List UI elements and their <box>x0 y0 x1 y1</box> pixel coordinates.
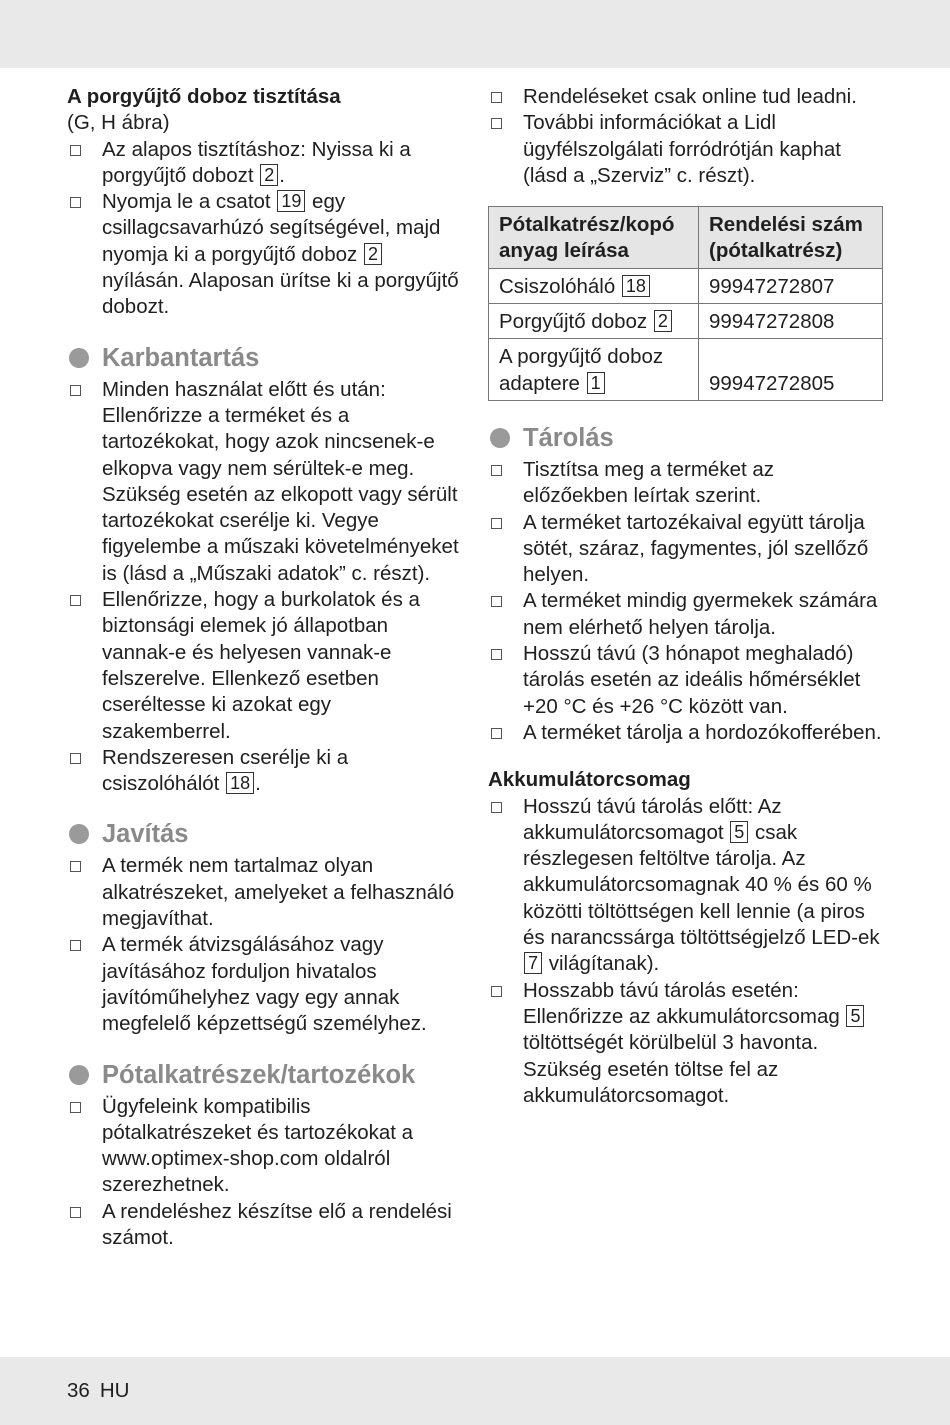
item-text: nyílásán. Alaposan ürítse ki a porgyűjtő dobozt. <box>102 269 459 319</box>
right-column <box>488 84 883 1109</box>
checkbox-icon <box>70 861 81 872</box>
table-header-row <box>489 207 883 269</box>
bullet-dot-icon <box>69 348 89 368</box>
table-row <box>489 304 883 339</box>
part-ref: 2 <box>654 310 672 332</box>
left-column <box>67 84 462 1251</box>
part-ref: 2 <box>260 164 278 186</box>
checkbox-icon <box>70 753 81 764</box>
spare-parts-list-continued <box>488 84 883 189</box>
checkbox-icon <box>491 596 502 607</box>
item-text: Ellenőrizze, hogy a burkolatok és a biztonsági elemek jó állapotban vannak-e és helyesen vannak-e felszerelve. Ellenkező esetben cseréltesse ki azokat egy szakemberrel. <box>102 588 420 743</box>
item-text: A termék átvizsgálásához vagy javításához forduljon hivatalos javítóműhelyhez vagy egy annak megfelelő képzettségű személyhez. <box>102 933 427 1036</box>
checkbox-icon <box>491 728 502 739</box>
list-item <box>67 745 462 798</box>
repair-list <box>67 853 462 1037</box>
part-ref: 18 <box>226 772 254 794</box>
checkbox-icon <box>491 986 502 997</box>
item-text: A termék nem tartalmaz olyan alkatrészeket, amelyeket a felhasználó megjavíthat. <box>102 854 455 931</box>
part-ref: 1 <box>587 372 605 394</box>
dust-box-heading: A porgyűjtő doboz tisztítása <box>67 85 341 108</box>
checkbox-icon <box>491 649 502 660</box>
dust-box-list <box>67 137 462 321</box>
spare-parts-table <box>488 206 883 401</box>
item-text: A rendeléshez készítse elő a rendelési számot. <box>102 1199 452 1249</box>
checkbox-icon <box>70 145 81 156</box>
checkbox-icon <box>491 518 502 529</box>
table-cell-description: Porgyűjtő doboz 2 <box>489 304 699 339</box>
item-text: Hosszabb távú tárolás esetén: Ellenőrizze az akkumulátorcsomag <box>523 978 846 1028</box>
part-ref: 2 <box>364 243 382 265</box>
list-item <box>488 588 883 641</box>
item-text: A terméket tartozékaival együtt tárolja sötét, száraz, fagymentes, jól szellőző helyen. <box>523 510 869 587</box>
item-text: A terméket tárolja a hordozókofferében. <box>523 720 882 744</box>
spare-parts-list <box>67 1094 462 1252</box>
list-item <box>488 510 883 589</box>
list-item <box>67 189 462 320</box>
list-item <box>67 137 462 190</box>
item-text: csak részlegesen feltöltve tárolja. Az akkumulátorcsomagnak 40 % és 60 % közötti töltöttségen kell lennie (a piros és narancssárga töltöttségjelző LED-ek <box>523 820 880 950</box>
table-cell-order-number: 99947272808 <box>699 304 883 339</box>
spare-parts-heading: Pótalkatrészek/tartozékok <box>67 1059 462 1091</box>
item-text: egy csillagcsavarhúzó segítségével, majd nyomja ki a porgyűjtő doboz <box>102 190 441 266</box>
top-bar <box>0 0 950 68</box>
list-item <box>67 1094 462 1199</box>
list-item <box>67 1199 462 1252</box>
list-item <box>488 110 883 189</box>
checkbox-icon <box>491 92 502 103</box>
bullet-dot-icon <box>69 824 89 844</box>
table-row <box>489 339 883 401</box>
item-text: . <box>255 772 261 796</box>
item-text: Minden használat előtt és után: Ellenőrizze a terméket és a tartozékokat, hogy azok nincsenek-e elkopva vagy nem sérültek-e meg. Szükség esetén az elkopott vagy sérült tartozékokat cserélje ki. Vegye figyelembe a műszaki követelményeket is (lásd a „Műszaki adatok” c. részt). <box>102 377 459 585</box>
checkbox-icon <box>491 465 502 476</box>
page-footer <box>67 1378 129 1404</box>
checkbox-icon <box>70 1102 81 1113</box>
page-number: 36 <box>67 1379 90 1402</box>
item-text: Nyomja le a csatot <box>102 190 277 214</box>
item-text: Tisztítsa meg a terméket az előzőekben leírtak szerint. <box>523 457 775 508</box>
bottom-bar <box>0 1357 950 1425</box>
storage-heading: Tárolás <box>488 422 883 454</box>
item-text: Az alapos tisztításhoz: Nyissa ki a porgyűjtő dobozt <box>102 137 411 187</box>
checkbox-icon <box>70 940 81 951</box>
item-text: Rendeléseket csak online tud leadni. <box>523 85 857 108</box>
item-text: világítanak). <box>543 952 660 976</box>
checkbox-icon <box>70 385 81 396</box>
language-code: HU <box>99 1379 130 1402</box>
figure-reference: (G, H ábra) <box>67 111 170 135</box>
list-item <box>488 84 883 110</box>
list-item <box>488 794 883 978</box>
item-text: Ügyfeleink kompatibilis pótalkatrészeket és tartozékokat a www.optimex-shop.com oldalról szerezhetnek. <box>102 1094 414 1197</box>
part-ref: 5 <box>846 1005 864 1027</box>
table-cell-description: A porgyűjtő doboz adaptere 1 <box>489 339 699 401</box>
checkbox-icon <box>491 118 502 129</box>
battery-list <box>488 794 883 1110</box>
maintenance-list <box>67 377 462 798</box>
checkbox-icon <box>70 1207 81 1218</box>
list-item <box>488 720 883 746</box>
bullet-dot-icon <box>69 1065 89 1085</box>
checkbox-icon <box>491 802 502 813</box>
checkbox-icon <box>70 197 81 208</box>
maintenance-heading: Karbantartás <box>67 342 462 374</box>
part-ref: 19 <box>277 190 305 212</box>
part-ref: 18 <box>622 275 650 297</box>
table-cell-order-number: 99947272807 <box>699 268 883 303</box>
item-text: További információkat a Lidl ügyfélszolgálati forródrótján kaphat (lásd a „Szerviz” c. részt). <box>523 111 841 187</box>
item-text: . <box>279 163 285 187</box>
list-item <box>67 853 462 932</box>
table-cell-description: Csiszolóháló 18 <box>489 268 699 303</box>
table-header-order-number: Rendelési szám (pótalkatrész) <box>699 207 883 269</box>
list-item <box>67 377 462 587</box>
bullet-dot-icon <box>490 428 510 448</box>
item-text: Hosszú távú (3 hónapot meghaladó) tárolás esetén az ideális hőmérséklet +20 °C és +26 °C között van. <box>523 642 861 718</box>
item-text: Hosszú távú tárolás előtt: Az akkumulátorcsomagot <box>523 794 782 844</box>
item-text: Rendszeresen cserélje ki a csiszolóhálót <box>102 745 349 796</box>
list-item <box>67 932 462 1037</box>
list-item <box>488 457 883 510</box>
table-header-description: Pótalkatrész/kopó anyag leírása <box>489 207 699 269</box>
item-text: A terméket mindig gyermekek számára nem elérhető helyen tárolja. <box>523 589 878 639</box>
storage-list <box>488 457 883 746</box>
checkbox-icon <box>70 595 81 606</box>
list-item <box>67 587 462 745</box>
part-ref: 5 <box>730 821 748 843</box>
battery-heading: Akkumulátorcsomag <box>488 768 691 792</box>
table-cell-order-number: 99947272805 <box>699 339 883 401</box>
repair-heading: Javítás <box>67 818 462 850</box>
list-item <box>488 978 883 1109</box>
part-ref: 7 <box>524 952 542 974</box>
list-item <box>488 641 883 720</box>
item-text: töltöttségét körülbelül 3 havonta. Szükség esetén töltse fel az akkumulátorcsomagot. <box>523 1031 819 1107</box>
table-row <box>489 268 883 303</box>
